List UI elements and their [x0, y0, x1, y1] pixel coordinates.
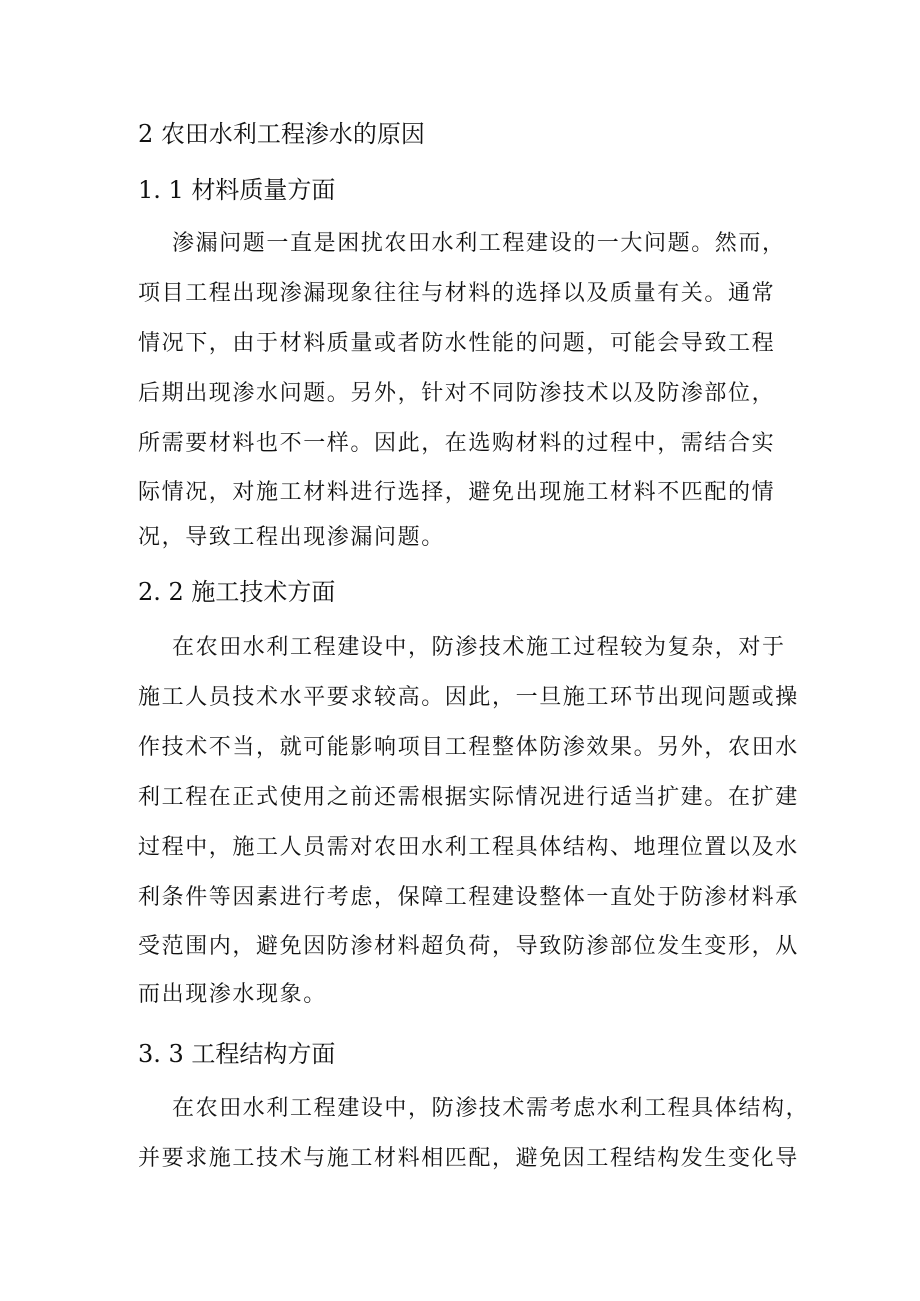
paragraph-line: 后期出现渗水问题。另外，针对不同防渗技术以及防渗部位，	[138, 381, 776, 406]
section-heading-3: 3. 3 工程结构方面	[138, 1040, 336, 1068]
paragraph-line: 施工人员技术水平要求较高。因此，一旦施工环节出现问题或操	[138, 685, 799, 710]
paragraph-line: 际情况，对施工材料进行选择，避免出现施工材料不匹配的情	[138, 480, 776, 505]
paragraph-line: 作技术不当，就可能影响项目工程整体防渗效果。另外，农田水	[138, 735, 799, 760]
paragraph-line: 情况下，由于材料质量或者防水性能的问题，可能会导致工程	[138, 331, 776, 356]
paragraph-line: 而出现渗水现象。	[138, 982, 327, 1007]
section-heading-1: 1. 1 材料质量方面	[138, 176, 336, 204]
paragraph-line: 渗漏问题一直是困扰农田水利工程建设的一大问题。然而，	[172, 231, 786, 256]
paragraph-line: 受范围内，避免因防渗材料超负荷，导致防渗部位发生变形，从	[138, 934, 799, 959]
paragraph-line: 利条件等因素进行考虑，保障工程建设整体一直处于防渗材料承	[138, 885, 799, 910]
paragraph-line: 况，导致工程出现渗漏问题。	[138, 525, 445, 550]
paragraph-line: 并要求施工技术与施工材料相匹配，避免因工程结构发生变化导	[138, 1146, 799, 1171]
paragraph-line: 利工程在正式使用之前还需根据实际情况进行适当扩建。在扩建	[138, 785, 799, 810]
paragraph-line: 过程中，施工人员需对农田水利工程具体结构、地理位置以及水	[138, 835, 799, 860]
paragraph-line: 项目工程出现渗漏现象往往与材料的选择以及质量有关。通常	[138, 281, 776, 306]
chapter-heading: 2 农田水利工程渗水的原因	[138, 120, 425, 148]
paragraph-line: 所需要材料也不一样。因此，在选购材料的过程中，需结合实	[138, 431, 776, 456]
paragraph-line: 在农田水利工程建设中，防渗技术施工过程较为复杂，对于	[172, 635, 786, 660]
section-heading-2: 2. 2 施工技术方面	[138, 578, 336, 606]
paragraph-line: 在农田水利工程建设中，防渗技术需考虑水利工程具体结构，	[172, 1096, 810, 1121]
